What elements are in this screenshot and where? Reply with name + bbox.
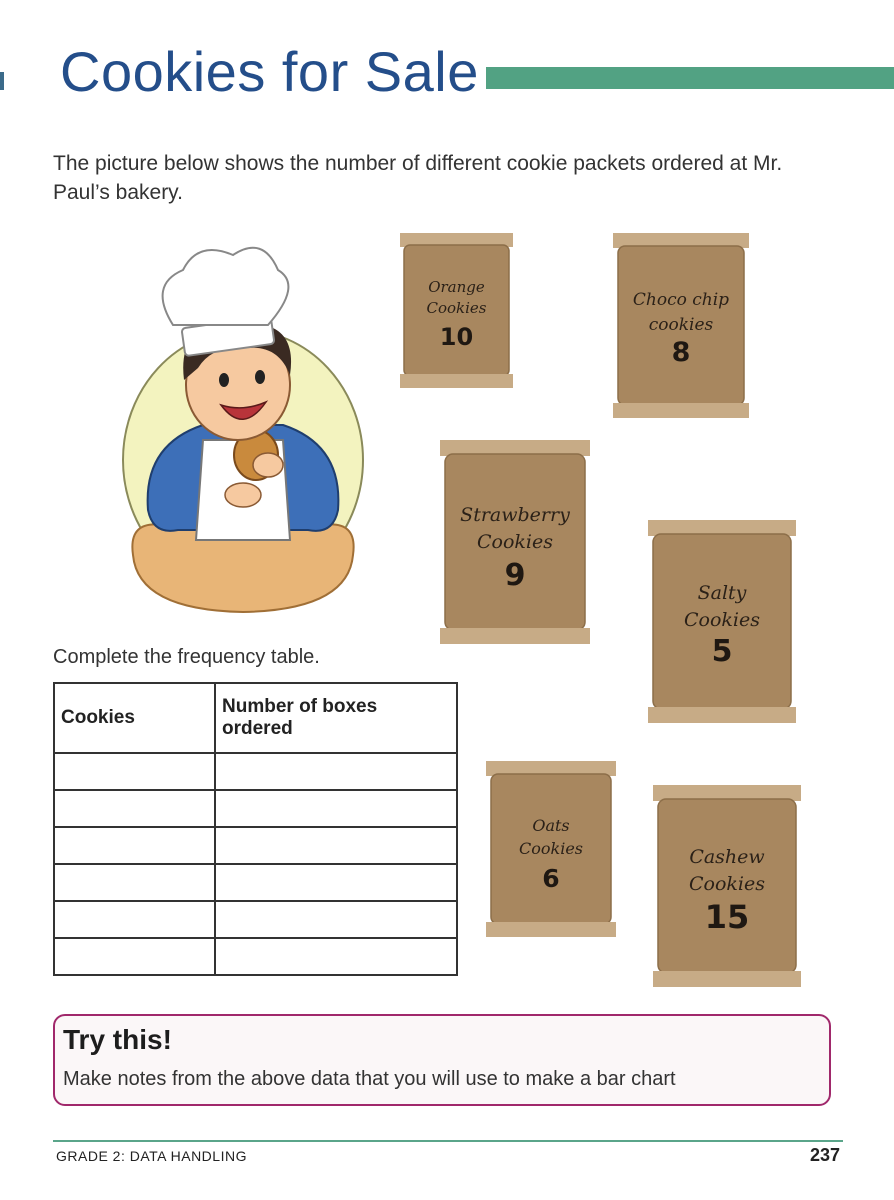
blank-cell-cookie[interactable] bbox=[54, 790, 215, 827]
page-number: 237 bbox=[809, 1145, 840, 1165]
header-number-of-boxes: Number of boxes ordered bbox=[215, 683, 457, 753]
packet-label-line2: Cookies bbox=[684, 609, 760, 631]
packet-strawberry-cookies bbox=[440, 440, 590, 644]
try-this-heading: Try this! bbox=[63, 1024, 172, 1055]
intro-text: The picture below shows the number of different cookie packets ordered at Mr. Paul’s bakery. bbox=[53, 152, 783, 204]
packet-count: 9 bbox=[504, 558, 526, 593]
packet-count: 8 bbox=[671, 337, 691, 368]
table-row bbox=[54, 901, 457, 938]
footer-section-label: GRADE 2: DATA HANDLING bbox=[56, 1148, 247, 1164]
packet-label-line2: Cookies bbox=[689, 873, 765, 895]
packet-label-line2: Cookies bbox=[426, 299, 487, 317]
packet-count: 10 bbox=[439, 323, 474, 351]
table-row bbox=[54, 827, 457, 864]
table-row bbox=[54, 790, 457, 827]
packet-count: 6 bbox=[542, 864, 560, 893]
table-instruction: Complete the frequency table. bbox=[53, 646, 320, 668]
blank-cell-count[interactable] bbox=[215, 864, 457, 901]
packet-cashew-cookies bbox=[653, 785, 801, 987]
packet-count: 15 bbox=[704, 898, 750, 936]
blank-cell-cookie[interactable] bbox=[54, 827, 215, 864]
title-accent-bar bbox=[486, 67, 894, 89]
blank-cell-count[interactable] bbox=[215, 901, 457, 938]
chef-illustration bbox=[118, 240, 368, 620]
blank-cell-cookie[interactable] bbox=[54, 753, 215, 790]
packet-label-line1: Choco chip bbox=[632, 290, 730, 310]
blank-cell-count[interactable] bbox=[215, 753, 457, 790]
packet-label-line1: Cashew bbox=[689, 846, 765, 868]
page-title: Cookies for Sale bbox=[60, 40, 479, 103]
packet-label-line1: Strawberry bbox=[460, 504, 570, 526]
table-row bbox=[54, 938, 457, 975]
blank-cell-cookie[interactable] bbox=[54, 864, 215, 901]
packet-count: 5 bbox=[711, 634, 733, 669]
table-header-row bbox=[54, 683, 457, 753]
blank-cell-count[interactable] bbox=[215, 938, 457, 975]
frequency-table bbox=[53, 682, 458, 976]
packet-oats-cookies bbox=[486, 761, 616, 937]
try-this-text: Make notes from the above data that you will use to make a bar chart bbox=[63, 1068, 676, 1090]
packet-orange-cookies bbox=[400, 233, 513, 388]
packet-label-line2: Cookies bbox=[519, 839, 583, 858]
table-row bbox=[54, 864, 457, 901]
packet-choco-chip-cookies bbox=[613, 233, 749, 418]
packet-label-line2: Cookies bbox=[477, 531, 553, 553]
try-this-box bbox=[53, 1014, 831, 1106]
blank-cell-count[interactable] bbox=[215, 827, 457, 864]
blank-cell-cookie[interactable] bbox=[54, 938, 215, 975]
packet-label-line1: Orange bbox=[428, 278, 485, 296]
table-row bbox=[54, 753, 457, 790]
packet-label-line2: cookies bbox=[648, 315, 714, 335]
packet-label-line1: Oats bbox=[532, 816, 570, 835]
packet-label-line1: Salty bbox=[697, 582, 747, 604]
header-cookies: Cookies bbox=[54, 683, 215, 753]
blank-cell-count[interactable] bbox=[215, 790, 457, 827]
packet-salty-cookies bbox=[648, 520, 796, 723]
footer-divider bbox=[53, 1140, 843, 1142]
page-edge-mark bbox=[0, 72, 4, 90]
blank-cell-cookie[interactable] bbox=[54, 901, 215, 938]
